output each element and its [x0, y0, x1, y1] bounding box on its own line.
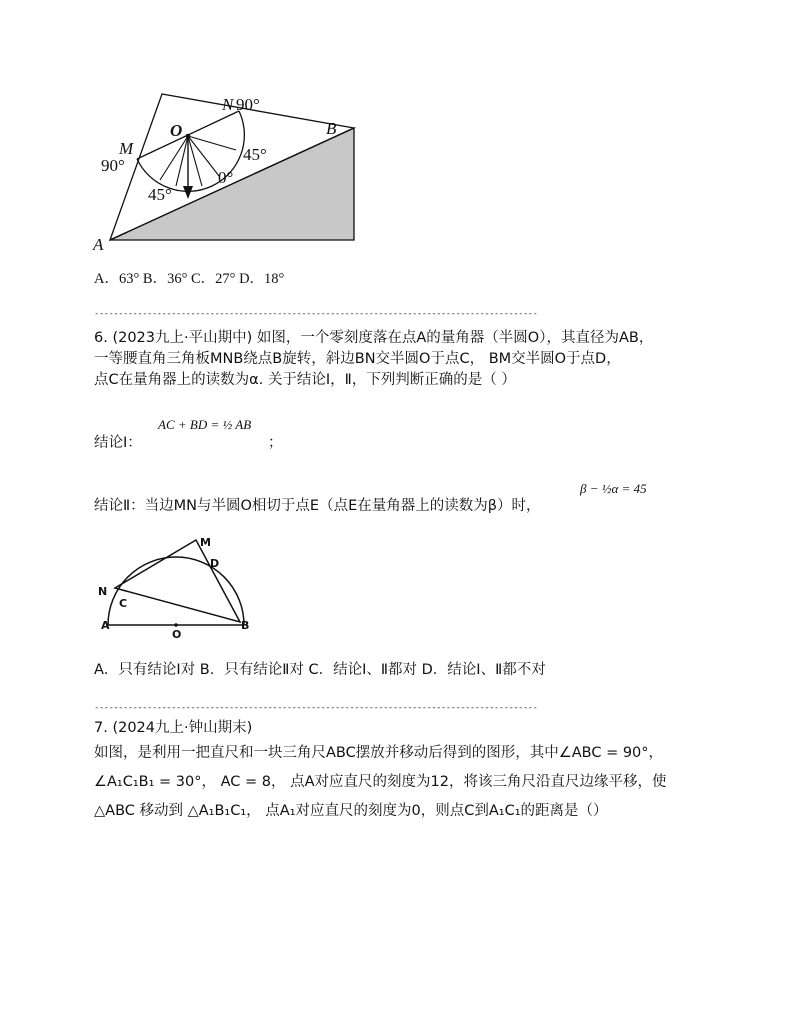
triangle-MNB — [115, 540, 240, 622]
q6-conclusion1-formula: AC + BD = ½ AB — [158, 417, 252, 432]
label-90-top: 90° — [236, 95, 260, 114]
label-N: N — [98, 585, 108, 598]
q7-line3: ∠A₁C₁B₁ = 30°， AC = 8， 点A对应直尺的刻度为12，将该三角尺沿直尺边缘平移，使 — [94, 774, 667, 790]
separator-2: -------------------------------------------------------------------------------------------- — [94, 703, 538, 713]
label-M: M — [200, 536, 211, 549]
label-B: B — [326, 119, 337, 138]
q7-line2: 如图，是利用一把直尺和一块三角尺ABC摆放并移动后得到的图形，其中∠ABC = 90°， — [94, 745, 664, 761]
q6-line2: 一等腰直角三角板MNB绕点B旋转，斜边BN交半圆O于点C， BM交半圆O于点D， — [94, 351, 621, 367]
separator-1: -------------------------------------------------------------------------------------------- — [94, 309, 538, 319]
q5-options: A．63° B．36° C．27° D．18° — [94, 271, 285, 287]
q7-line1: 7. (2024九上·钟山期末) — [94, 720, 253, 736]
label-D: D — [210, 557, 220, 570]
q6-conclusion2-formula: β − ½α = 45 — [580, 481, 647, 496]
protractor-ramp-figure — [88, 88, 368, 258]
q6-line1: 6. (2023九上·平山期中) 如图，一个零刻度落在点A的量角器（半圆O），其直径为AB， — [94, 330, 654, 346]
q6-conclusion1-end: ； — [268, 435, 283, 451]
label-O: O — [172, 628, 182, 641]
q6-conclusion2-text: 结论Ⅱ：当边MN与半圆O相切于点E（点E在量角器上的读数为β）时， — [94, 498, 541, 514]
label-A: A — [101, 619, 110, 632]
label-45-bottom: 45° — [148, 185, 172, 204]
q6-conclusion1-label: 结论Ⅰ： — [94, 435, 142, 451]
label-O: O — [170, 121, 183, 140]
label-B: B — [241, 619, 250, 632]
label-45-right: 45° — [243, 145, 267, 164]
label-90-left: 90° — [101, 156, 125, 175]
semicircle-triangle-figure — [94, 530, 259, 642]
label-N: N — [222, 95, 234, 114]
q7-line4: △ABC 移动到 △A₁B₁C₁， 点A₁对应直尺的刻度为0，则点C到A₁C₁的距离是（） — [94, 803, 608, 819]
label-0: 0° — [218, 168, 234, 187]
label-C: C — [119, 597, 128, 610]
q6-line3: 点C在量角器上的读数为α. 关于结论Ⅰ，Ⅱ，下列判断正确的是（ ） — [94, 372, 516, 388]
label-A: A — [93, 235, 104, 254]
label-M: M — [119, 139, 134, 158]
q6-options: A．只有结论Ⅰ对 B．只有结论Ⅱ对 C．结论Ⅰ、Ⅱ都对 D．结论Ⅰ、Ⅱ都不对 — [94, 662, 546, 678]
